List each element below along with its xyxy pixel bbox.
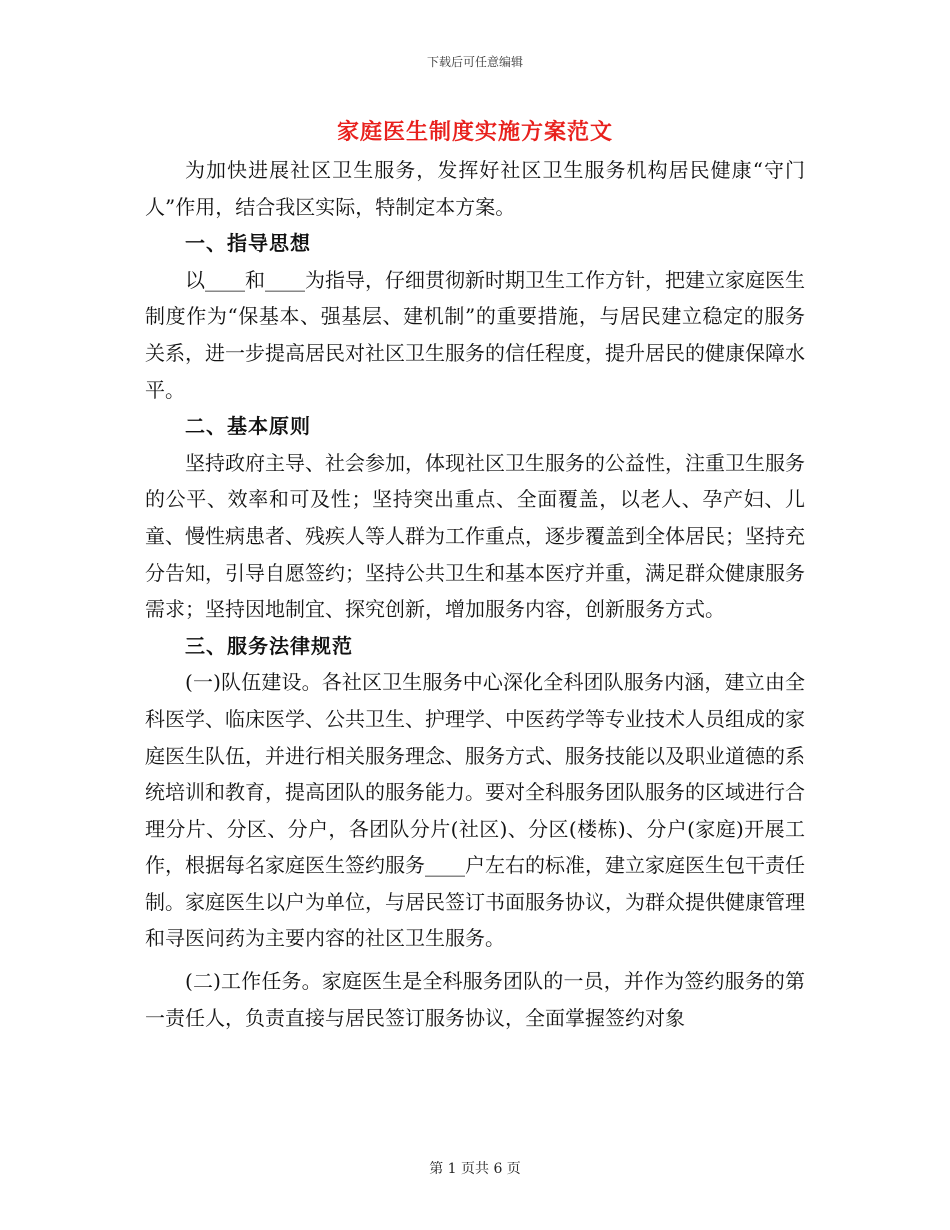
document-title: 家庭医生制度实施方案范文 — [336, 119, 613, 145]
section-paragraph-1: 以____和____为指导，仔细贯彻新时期卫生工作方针，把建立家庭医生制度作为“保基本、强基层、建机制”的重要措施，与居民建立稳定的服务关系，进一步提高居民对社区卫生服务的信任程度，提升居民的健康保障水平。 — [145, 267, 805, 402]
section-heading-1: 一、指导思想 — [185, 231, 311, 256]
section-heading-3: 三、服务法律规范 — [185, 633, 353, 658]
section-paragraph-4: (二)工作任务。家庭医生是全科服务团队的一员，并作为签约服务的第一责任人，负责直接与居民签订服务协议，全面掌握签约对象 — [145, 969, 805, 1030]
section-paragraph-3: (一)队伍建设。各社区卫生服务中心深化全科团队服务内涵，建立由全科医学、临床医学、公共卫生、护理学、中医药学等专业技术人员组成的家庭医生队伍，并进行相关服务理念、服务方式、服务技能以及职业道德的系统培训和教育，提高团队的服务能力。要对全科服务团队服务的区域进行合理分片、分区、分户，各团队分片(社区)、分区(楼栋)、分户(家庭)开展工作，根据每名家庭医生签约服务____户左右的标准，建立家庭医生包干责任制。家庭医生以户为单位，与居民签订书面服务协议，为群众提供健康管理和寻医问药为主要内容的社区卫生服务。 — [145, 670, 805, 951]
page-footer: 第 1 页共 6 页 — [429, 1161, 521, 1177]
header-note: 下载后可任意编辑 — [426, 55, 523, 69]
section-heading-2: 二、基本原则 — [185, 414, 311, 439]
document-body — [145, 152, 805, 1036]
section-paragraph-2: 坚持政府主导、社会参加，体现社区卫生服务的公益性，注重卫生服务的公平、效率和可及性；坚持突出重点、全面覆盖，以老人、孕产妇、儿童、慢性病患者、残疾人等人群为工作重点，逐步覆盖到全体居民；坚持充分告知，引导自愿签约；坚持公共卫生和基本医疗并重，满足群众健康服务需求；坚持因地制宜、探究创新，增加服务内容，创新服务方式。 — [145, 450, 805, 622]
intro-paragraph: 为加快进展社区卫生服务，发挥好社区卫生服务机构居民健康“守门人”作用，结合我区实际，特制定本方案。 — [145, 158, 805, 219]
